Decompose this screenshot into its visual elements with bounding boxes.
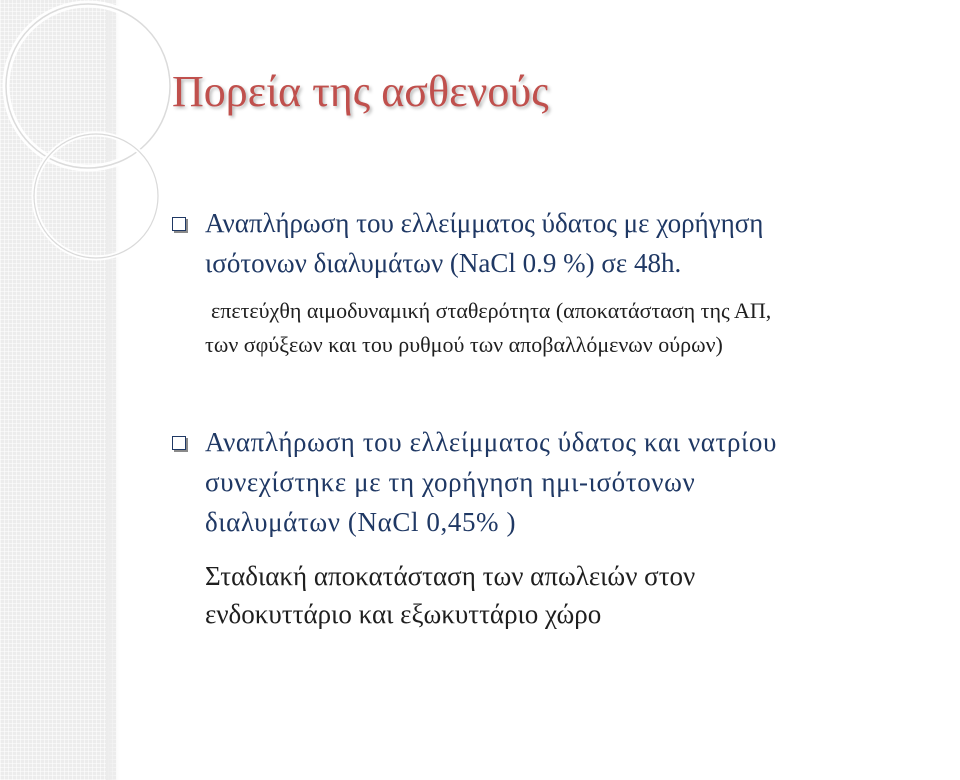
bullet-line: ισότονων διαλυμάτων (NaCl 0.9 %) σε 48h. (205, 248, 682, 278)
subtext-line: επετεύχθη αιμοδυναμική σταθερότητα (αποκατάσταση της ΑΠ, (211, 298, 772, 323)
subtext-line: Σταδιακή αποκατάσταση των απωλειών στον (205, 561, 696, 591)
bullet-item-2 (172, 422, 952, 542)
bullet-subtext-1 (205, 294, 955, 362)
decorative-rings (0, 0, 200, 320)
bullet-subtext-2 (205, 557, 955, 633)
bullet-line: Αναπλήρωση του ελλείμματος ύδατος και νατρίου (205, 427, 777, 457)
subtext-line: ενδοκυττάριο και εξωκυττάριο χώρο (205, 599, 602, 629)
bullet-text (205, 422, 952, 542)
bullet-item-1 (172, 203, 952, 283)
bullet-text (205, 203, 952, 283)
checkbox-icon (172, 217, 186, 231)
slide-title: Πορεία της ασθενούς (172, 67, 549, 116)
bullet-line: Αναπλήρωση του ελλείμματος ύδατος με χορήγηση (205, 208, 764, 238)
bullet-line: διαλυμάτων (NαCl 0,45% ) (205, 507, 517, 537)
bullet-line: συνεχίστηκε με τη χορήγηση ημι-ισότονων (205, 467, 696, 497)
checkbox-icon (172, 436, 186, 450)
subtext-line: των σφύξεων και του ρυθμού των αποβαλλόμενων ούρων) (205, 332, 723, 357)
